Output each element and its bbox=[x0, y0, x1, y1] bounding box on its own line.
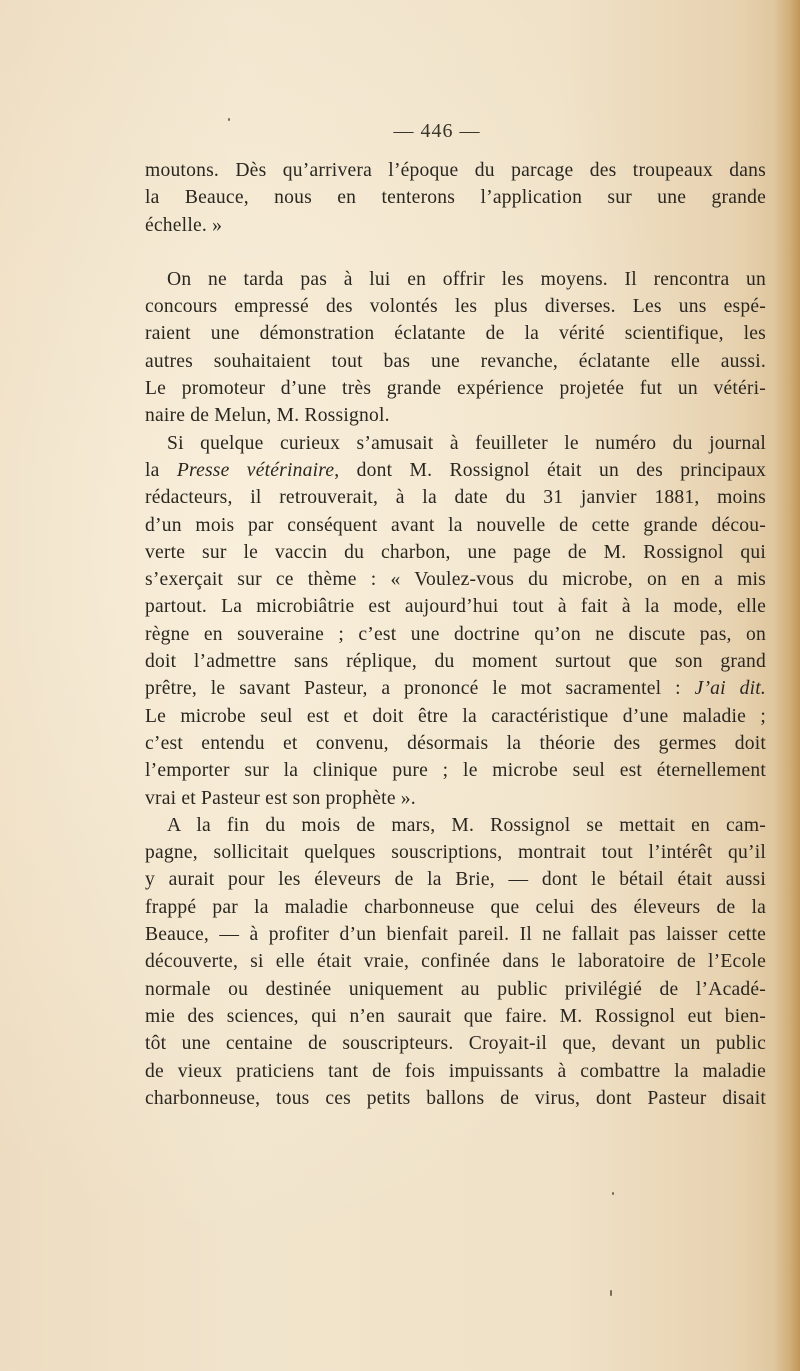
paragraph bbox=[145, 812, 766, 1112]
paper-speck bbox=[228, 118, 230, 121]
text-line: échelle. » bbox=[145, 214, 223, 236]
text-line: partout. La microbiâtrie est aujourd’hui tout à fait à la mode, elle bbox=[145, 596, 766, 618]
body-text bbox=[145, 157, 766, 1112]
text-line: autres souhaitaient tout bas une revanche, éclatante elle aussi. bbox=[145, 350, 766, 372]
text-line: On ne tarda pas à lui en offrir les moyens. Il rencontra un bbox=[167, 268, 766, 290]
text-line: frappé par la maladie charbonneuse que celui des éleveurs de la bbox=[145, 896, 766, 918]
text-line: y aurait pour les éleveurs de la Brie, — dont le bétail était aussi bbox=[145, 869, 766, 891]
text-line: charbonneuse, tous ces petits ballons de virus, dont Pasteur disait bbox=[145, 1087, 766, 1109]
text-line: pagne, sollicitait quelques souscriptions, montrait tout l’intérêt qu’il bbox=[145, 842, 766, 864]
paper-speck bbox=[612, 1192, 614, 1195]
paragraph bbox=[145, 266, 766, 430]
paragraph-gap bbox=[145, 239, 766, 266]
paragraph bbox=[145, 430, 766, 812]
text-line: raient une démonstration éclatante de la vérité scientifique, les bbox=[145, 323, 766, 345]
text-line: la Presse vétérinaire, dont M. Rossignol était un des principaux bbox=[145, 459, 766, 481]
text-line: moutons. Dès qu’arrivera l’époque du parcage des troupeaux dans bbox=[145, 160, 766, 181]
text-line: A la fin du mois de mars, M. Rossignol se mettait en cam- bbox=[167, 814, 766, 836]
text-line: mie des sciences, qui n’en saurait que faire. M. Rossignol eut bien- bbox=[145, 1005, 766, 1027]
text-line: doit l’admettre sans réplique, du moment surtout que son grand bbox=[145, 651, 766, 673]
text-line: naire de Melun, M. Rossignol. bbox=[145, 405, 390, 427]
text-line: Le promoteur d’une très grande expérience projetée fut un vétéri- bbox=[145, 378, 766, 400]
text-line: prêtre, le savant Pasteur, a prononcé le mot sacramentel : J’ai dit. bbox=[145, 678, 766, 700]
text-line: rédacteurs, il retrouverait, à la date du 31 janvier 1881, moins bbox=[145, 487, 766, 509]
text-line: la Beauce, nous en tenterons l’application sur une grande bbox=[145, 187, 766, 209]
text-line: Beauce, — à profiter d’un bienfait pareil. Il ne fallait pas laisser cette bbox=[145, 924, 766, 946]
paper-speck bbox=[610, 1290, 612, 1296]
text-line: vrai et Pasteur est son prophète ». bbox=[145, 787, 416, 809]
text-line: concours empressé des volontés les plus diverses. Les uns espé- bbox=[145, 296, 766, 318]
page-edge-shadow bbox=[774, 0, 800, 1371]
page-number: — 446 — bbox=[393, 120, 481, 142]
text-line: normale ou destinée uniquement au public privilégié de l’Acadé- bbox=[145, 978, 766, 1000]
text-line: d’un mois par conséquent avant la nouvelle de cette grande décou- bbox=[145, 514, 766, 536]
text-line: règne en souveraine ; c’est une doctrine qu’on ne discute pas, on bbox=[145, 623, 766, 645]
text-line: tôt une centaine de souscripteurs. Croyait-il que, devant un public bbox=[145, 1033, 766, 1055]
paragraph bbox=[145, 157, 766, 239]
text-line: s’exerçait sur ce thème : « Voulez-vous du microbe, on en a mis bbox=[145, 569, 766, 591]
text-line: c’est entendu et convenu, désormais la théorie des germes doit bbox=[145, 732, 766, 754]
text-line: Le microbe seul est et doit être la caractéristique d’une maladie ; bbox=[145, 705, 766, 727]
text-line: Si quelque curieux s’amusait à feuilleter le numéro du journal bbox=[167, 432, 766, 454]
text-line: de vieux praticiens tant de fois impuissants à combattre la maladie bbox=[145, 1060, 766, 1082]
text-line: verte sur le vaccin du charbon, une page de M. Rossignol qui bbox=[145, 541, 766, 563]
text-line: découverte, si elle était vraie, confinée dans le laboratoire de l’Ecole bbox=[145, 951, 766, 973]
text-line: l’emporter sur la clinique pure ; le microbe seul est éternellement bbox=[145, 760, 766, 782]
